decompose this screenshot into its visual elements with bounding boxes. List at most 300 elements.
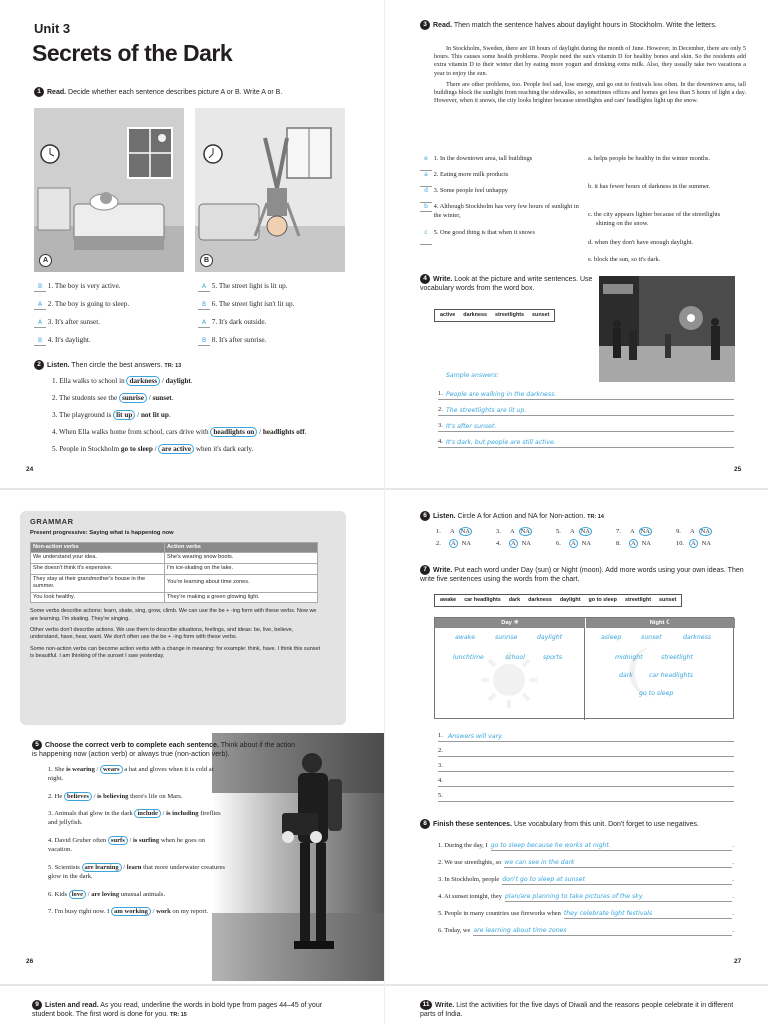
day-column (435, 628, 585, 720)
grammar-note: Some non-action verbs can become action verbs with a change in meaning: for example: think, have. I think this sunset is beautiful. I am thinking of the sunset I saw yesterday. (30, 645, 321, 660)
answer-line[interactable] (438, 742, 734, 757)
bedroom-night-illustration (34, 108, 184, 272)
word: car headlights (464, 597, 501, 603)
sentence-start: 2. We use streetlights, so (438, 859, 502, 867)
exercise-1-instructions (34, 87, 374, 97)
night-word: streetlight (661, 654, 693, 661)
sentence-end: . (304, 428, 307, 436)
choice-b[interactable]: not lit up (140, 411, 169, 419)
day-label: Day (501, 620, 512, 626)
exercise-number: 2 (34, 360, 44, 370)
instruction-text: Decide whether each sentence describes picture A or B. Write A or B. (68, 88, 283, 96)
night-word: dark (619, 672, 633, 679)
word: darkness (463, 312, 487, 318)
day-word: sunrise (495, 634, 518, 641)
answer-line[interactable] (438, 400, 734, 416)
list-item: 1. Ella walks to school in darkness / daylight. (52, 377, 193, 385)
word-box (434, 309, 555, 322)
list-item (34, 300, 194, 318)
sentence-end: on my report. (172, 908, 209, 915)
answer-line[interactable] (438, 416, 734, 432)
option-action[interactable]: A (690, 528, 695, 535)
word: streetlights (494, 312, 525, 318)
sentence-text: 5. The street light is lit up. (211, 282, 288, 290)
list-item: b. it has fewer hours of darkness in the summer. (588, 183, 711, 190)
exercise-7-lines (438, 727, 734, 802)
option-action[interactable]: A (570, 528, 575, 535)
sentence-end: that more underwater creatures glow in the dark. (48, 864, 225, 880)
picture-a-label: A (39, 254, 52, 267)
option-action[interactable]: A (451, 540, 456, 547)
sentence-start: 5. Scientists (48, 864, 80, 871)
sentence-text: 3. Some people feel unhappy (433, 187, 508, 194)
day-night-chart (434, 617, 734, 719)
line-number: 4. (438, 777, 443, 785)
list-item (420, 187, 580, 203)
option-action[interactable]: A (571, 540, 576, 547)
table-cell: They're making a green glowing light. (165, 592, 318, 603)
night-column (585, 628, 735, 720)
grammar-heading: GRAMMAR (30, 517, 74, 526)
option-action[interactable]: A (511, 540, 516, 547)
option-action[interactable]: A (450, 528, 455, 535)
answer-line[interactable] (438, 384, 734, 400)
word: daylight (559, 597, 581, 603)
choice-a[interactable]: include (134, 809, 161, 818)
line-number: 1. (438, 732, 443, 740)
snowy-street-photo (599, 276, 735, 382)
sentence-text: 8. It's after sunrise. (211, 336, 267, 344)
instruction-text: Then match the sentence halves about daylight hours in Stockholm. Write the letters. (453, 21, 717, 29)
option-action[interactable]: A (630, 528, 635, 535)
sentence-start: 5. People in Stockholm (52, 445, 120, 453)
exercise-1-right-list (198, 282, 368, 354)
exercise-2-list (52, 377, 372, 462)
sentence-end: unusual animals. (120, 891, 166, 898)
night-word: car headlights (649, 672, 694, 679)
list-item: 3. Animals that glow in the dark include / is including fireflies and jellyfish. (48, 810, 221, 826)
line-number: 2. (438, 406, 443, 414)
instruction-bold: Write. (433, 275, 453, 283)
listen-item (436, 528, 472, 537)
option-action[interactable]: A (631, 540, 636, 547)
list-item (198, 336, 368, 354)
grammar-subheading: Present progressive: Saying what is happening now (30, 530, 174, 537)
paragraph: There are other problems, too. People feel sad, lose energy, and go out to festivals less often. In the downtown area, tall buildings block the sunlight from reaching the sidewalks, so sometimes offices and homes get less than 5 hours of light a day. However, when it snows, the city looks brighter because streetlights and cars' headlights light up the snow. (434, 80, 746, 105)
sentence-end: fireflies and jellyfish. (48, 810, 221, 826)
item-number: 2. (436, 540, 441, 547)
exercise-7-instructions (420, 565, 750, 585)
sentence-end: when it's dark early. (195, 445, 254, 453)
sentence-text: 1. The boy is very active. (47, 282, 121, 290)
period: . (732, 910, 734, 918)
line-number: 3. (438, 762, 443, 770)
table-row (31, 553, 318, 564)
choice-b[interactable]: is believing (97, 793, 129, 800)
line-number: 4. (438, 438, 443, 446)
spine-divider (384, 0, 385, 1024)
list-item (420, 203, 580, 229)
reading-passage (434, 45, 746, 105)
sun-icon: ☀ (513, 620, 519, 626)
table-row (31, 574, 318, 592)
grammar-note: Other verbs don't describe actions. We use them to describe situations, feelings, and ideas: be, live, believe, understand, have, hear, want. We don't often use the be + -ing form with these verbs. (30, 627, 294, 641)
sentence-start: 6. Today, we (438, 927, 471, 935)
option-non-action[interactable]: NA (701, 540, 711, 547)
exercise-5-list (48, 766, 228, 935)
sentence-start: 5. People in many countries use fireworks when (438, 910, 561, 918)
period: . (732, 893, 734, 901)
sentence-start: 3. Animals that glow in the dark (48, 810, 133, 817)
answer-text: It's after sunset. (446, 422, 497, 430)
answer-blank[interactable]: A (198, 283, 210, 292)
instruction-bold: Listen. (433, 512, 456, 520)
choice-a[interactable]: go to sleep (120, 445, 153, 453)
table-cell: We understand your idea. (31, 553, 165, 564)
answer-blank[interactable]: B (198, 337, 210, 346)
answer-text: The streetlights are lit up. (446, 406, 527, 414)
sentence-end: a hat and gloves when it is cold at night. (48, 766, 214, 782)
exercise-3-right-list (588, 155, 738, 270)
list-item (438, 919, 734, 936)
paragraph: In Stockholm, Sweden, there are 18 hours of daylight during the month of June. However, in December, there are only 5 hours. This causes some health problems. People need the sun's vitamin D for healthy bones and skin. So the residents add extra vitamin D to their winter diet by eating more yogurt and drinking extra milk. Also, they usually take two vacations a year to enjoy the sun. (434, 45, 746, 77)
answer-blank[interactable]: A (198, 319, 210, 328)
instruction-bold: Write. (435, 1001, 455, 1009)
item-number: 1. (436, 528, 441, 535)
option-non-action[interactable]: NA (700, 528, 710, 535)
list-item: 3. The playground is lit up / not lit up. (52, 411, 171, 419)
list-item (198, 282, 368, 300)
diver-photo (212, 733, 384, 981)
instruction-text: Circle A for Action and NA for Non-action. (457, 512, 586, 520)
list-item (420, 155, 580, 171)
column-header: Action verbs (165, 542, 318, 553)
instruction-bold: Write. (433, 566, 453, 574)
choice-a[interactable]: headlights on (210, 427, 257, 437)
instruction-bold: Listen. (47, 361, 70, 369)
item-number: 4. (496, 540, 501, 547)
sentence-text: 4. It's daylight. (47, 336, 91, 344)
exercise-number: 9 (32, 1000, 42, 1010)
answer-blank[interactable]: B (198, 301, 210, 310)
item-number: 6. (556, 540, 561, 547)
answer-blank[interactable]: e (420, 155, 432, 171)
sentence-start: 7. I'm busy right now. I (48, 908, 110, 915)
instruction-text: List the activities for the five days of Diwali and the reasons people celebrate it in different parts of India. (420, 1001, 734, 1019)
choice-b[interactable]: is surfing (132, 837, 160, 844)
answer-blank[interactable]: d (420, 187, 432, 203)
exercise-6-instructions (420, 511, 750, 521)
choice-a[interactable]: sunrise (119, 393, 147, 403)
item-number: 3. (496, 528, 501, 535)
listen-item (676, 528, 712, 537)
answer-line[interactable] (438, 757, 734, 772)
word: streetlight (624, 597, 652, 603)
choice-b[interactable]: sunset (152, 394, 172, 402)
instruction-text: Put each word under Day (sun) or Night (moon). Add more words using your own ideas. Then write five sentences using the words from the chart. (420, 566, 744, 584)
sentence-start: 4. At sunset tonight, they (438, 893, 502, 901)
exercise-8-list (438, 834, 734, 936)
period: . (732, 927, 734, 935)
list-item (34, 282, 194, 300)
list-item (198, 300, 368, 318)
instruction-bold: Finish these sentences. (433, 820, 512, 828)
choice-a[interactable]: am working (111, 907, 151, 916)
line-number: 2. (438, 747, 443, 755)
period: . (732, 876, 734, 884)
word: active (440, 312, 456, 318)
table-cell: She doesn't think it's expensive. (31, 564, 165, 575)
picture-b (195, 108, 345, 272)
answer-blank[interactable]: they celebrate light festivals (564, 910, 733, 919)
answer-blank[interactable]: a (420, 171, 432, 187)
item-number: 9. (676, 528, 681, 535)
sentence-start: 1. Ella walks to school in (52, 377, 125, 385)
track-number: TR: 14 (587, 513, 604, 520)
sentence-start: 2. The students see the (52, 394, 118, 402)
choice-b[interactable]: daylight (165, 377, 191, 385)
exercise-3-instructions (420, 20, 750, 30)
list-item (34, 318, 194, 336)
exercise-8-instructions (420, 819, 750, 829)
sentence-start: 2. He (48, 793, 63, 800)
list-item (438, 868, 734, 885)
answer-line[interactable] (438, 727, 734, 742)
sentence-end: when he goes on vacation. (48, 837, 205, 853)
answer-line[interactable] (438, 772, 734, 787)
answer-text: Answers will vary. (448, 732, 504, 740)
answer-blank[interactable]: are learning about time zones (473, 927, 732, 936)
choice-b[interactable]: are loving (91, 891, 120, 898)
sentence-text: 6. The street light isn't lit up. (211, 300, 295, 308)
option-non-action[interactable]: NA (581, 540, 591, 547)
night-word: go to sleep (639, 690, 674, 697)
instruction-text: Then circle the best answers. (71, 361, 163, 369)
list-item (438, 902, 734, 919)
choice-a[interactable]: is wearing (66, 766, 95, 773)
page-title: Secrets of the Dark (32, 40, 233, 66)
exercise-4-answers (438, 384, 734, 448)
answer-blank[interactable]: don't go to sleep at sunset (502, 876, 732, 885)
exercise-11-instructions (420, 1000, 750, 1020)
exercise-5-instructions (32, 740, 296, 760)
sample-answers-label: Sample answers: (446, 372, 499, 379)
list-item: 1. She is wearing / wears a hat and gloves when it is cold at night. (48, 766, 214, 782)
list-item (438, 834, 734, 851)
list-item: 7. I'm busy right now. I am working / work on my report. (48, 908, 209, 915)
list-item: d. when they don't have enough daylight. (588, 239, 694, 246)
day-word: sports (543, 654, 563, 661)
answer-blank[interactable]: plan/are planning to take pictures of the sky (505, 893, 732, 902)
list-item: 5. Scientists are learning / learn that more underwater creatures glow in the dark. (48, 864, 225, 880)
instruction-bold: Listen and read. (45, 1001, 99, 1009)
choice-a[interactable]: surfs (108, 836, 128, 845)
picture-a (34, 108, 184, 272)
sentence-start: 4. David Gruber often (48, 837, 107, 844)
exercise-number: 8 (420, 819, 430, 829)
item-number: 5. (556, 528, 561, 535)
instruction-bold: Read. (47, 88, 67, 96)
choice-b[interactable]: is including (166, 810, 199, 817)
word-box (434, 594, 682, 607)
option-non-action[interactable]: NA (461, 540, 471, 547)
line-number: 3. (438, 422, 443, 430)
choice-b[interactable]: wears (100, 765, 122, 774)
exercise-number: 11 (420, 1000, 432, 1010)
option-non-action[interactable]: NA (460, 528, 470, 535)
answer-blank[interactable]: we can see in the dark (504, 859, 732, 868)
listen-item (676, 540, 712, 549)
answer-blank[interactable]: B (34, 337, 46, 346)
day-header (435, 618, 585, 628)
answer-blank[interactable]: c (420, 229, 432, 245)
table-cell: I'm ice-skating on the lake. (165, 564, 318, 575)
list-item: 4. When Ella walks home from school, cars drive with headlights on / headlights off. (52, 428, 307, 436)
page-number: 25 (734, 466, 742, 473)
instruction-bold: Choose the correct verb to complete each sentence. (45, 741, 219, 749)
choice-b[interactable]: work (156, 908, 171, 915)
option-non-action[interactable]: NA (520, 528, 530, 535)
exercise-number: 7 (420, 565, 430, 575)
table-row (31, 592, 318, 603)
list-item (438, 885, 734, 902)
period: . (732, 859, 734, 867)
option-non-action[interactable]: NA (521, 540, 531, 547)
track-number: TR: 15 (170, 1012, 187, 1019)
day-word: daylight (537, 634, 563, 641)
table-cell: They stay at their grandmother's house in the summer. (31, 574, 165, 592)
item-number: 10. (676, 540, 684, 547)
option-action[interactable]: A (691, 540, 696, 547)
choice-b[interactable]: learn (126, 864, 142, 871)
listen-item (556, 540, 592, 549)
list-item (420, 229, 580, 245)
grammar-box (20, 511, 346, 725)
sentence-text: 3. It's after sunset. (47, 318, 100, 326)
column-header: Non-action verbs (31, 542, 165, 553)
item-number: 7. (616, 528, 621, 535)
listen-item (616, 528, 652, 537)
choice-a[interactable]: believes (64, 792, 92, 801)
sentence-text: 4. Although Stockholm has very few hours of sunlight in the winter, (433, 203, 579, 219)
table-cell: You're learning about time zones. (165, 574, 318, 592)
grammar-table (30, 542, 318, 603)
list-item: e. block the sun, so it's dark. (588, 256, 661, 263)
instruction-text: Think about if the action is happening now (action verb) or always true (non-action verb). (32, 741, 296, 759)
sentence-start: 6. Kids (48, 891, 68, 898)
line-number: 1. (438, 390, 443, 398)
list-item: 2. He believes / is believing there's life on Mars. (48, 793, 183, 800)
choice-b[interactable]: headlights off (262, 428, 305, 436)
moon-icon: ☾ (666, 620, 672, 626)
night-snow-scene (599, 276, 735, 382)
track-number: TR: 13 (164, 362, 182, 369)
night-word: sunset (641, 634, 662, 641)
exercise-number: 3 (420, 20, 430, 30)
answer-blank[interactable]: A (34, 319, 46, 328)
item-number: 8. (616, 540, 621, 547)
bedroom-day-illustration (195, 108, 345, 272)
instruction-text: Use vocabulary from this unit. Don't forget to use negatives. (513, 820, 699, 828)
word: darkness (528, 597, 552, 603)
word: awake (440, 597, 457, 603)
answer-blank[interactable]: B (34, 283, 46, 292)
night-word: darkness (683, 634, 712, 641)
list-item: 6. Kids love / are loving unusual animals. (48, 891, 166, 898)
answer-blank[interactable]: A (34, 301, 46, 310)
night-label: Night (649, 620, 665, 626)
listen-item (616, 540, 652, 549)
sentence-start: 1. She (48, 766, 65, 773)
list-item: 4. David Gruber often surfs / is surfing when he goes on vacation. (48, 837, 205, 853)
sentence-end: there's life on Mars. (130, 793, 183, 800)
choice-a[interactable]: love (69, 890, 86, 899)
sentence-start: 4. When Ella walks home from school, cars drive with (52, 428, 209, 436)
list-item: 5. People in Stockholm go to sleep / are active when it's dark early. (52, 445, 254, 453)
answer-line[interactable] (438, 787, 734, 802)
answer-text: It's dark, but people are still active. (446, 438, 556, 446)
diver-silhouette (212, 733, 384, 981)
listen-item (436, 540, 472, 549)
period: . (732, 842, 734, 850)
listen-item (496, 540, 532, 549)
list-item: c. the city appears lighter because of the streetlights shining on the snow. (588, 211, 721, 227)
instruction-text: Look at the picture and write sentences. Use vocabulary words from the word box. (420, 275, 593, 293)
answer-text: People are walking in the darkness. (446, 390, 557, 398)
choice-b[interactable]: are active (158, 444, 194, 454)
answer-blank[interactable]: b (420, 203, 432, 212)
choice-a[interactable]: are learning (82, 863, 122, 872)
option-non-action[interactable]: NA (580, 528, 590, 535)
option-action[interactable]: A (510, 528, 515, 535)
instruction-text: As you read, underline the words in bold type from pages 44–45 of your student book. The first word is done for you. (32, 1001, 323, 1019)
page-number: 27 (734, 958, 742, 965)
list-item (198, 318, 368, 336)
word: sunset (659, 597, 677, 603)
list-item (438, 851, 734, 868)
exercise-6-grid (436, 528, 736, 552)
word: dark (508, 597, 521, 603)
option-non-action[interactable]: NA (641, 540, 651, 547)
exercise-number: 1 (34, 87, 44, 97)
choice-a[interactable]: darkness (126, 376, 160, 386)
answer-line[interactable] (438, 432, 734, 448)
line-number: 5. (438, 792, 443, 800)
list-item: 2. The students see the sunrise / sunset. (52, 394, 174, 402)
listen-item (556, 528, 592, 537)
page-number: 24 (26, 466, 34, 473)
table-cell: She's wearing snow boots. (165, 553, 318, 564)
list-item (420, 171, 580, 187)
exercise-1-left-list (34, 282, 194, 354)
unit-label: Unit 3 (34, 21, 71, 36)
exercise-number: 5 (32, 740, 42, 750)
page-number: 26 (26, 958, 34, 965)
choice-a[interactable]: lit up (113, 410, 135, 420)
word: sunset (532, 312, 550, 318)
picture-b-label: B (200, 254, 213, 267)
sentence-start: 3. In Stockholm, people (438, 876, 500, 884)
option-non-action[interactable]: NA (640, 528, 650, 535)
answer-blank[interactable]: go to sleep because he works at night. (491, 842, 733, 851)
word: go to sleep (588, 597, 617, 603)
exercise-number: 6 (420, 511, 430, 521)
sentence-text: 2. The boy is going to sleep. (47, 300, 130, 308)
grammar-note: Some verbs describe actions: learn, skate, sing, grow, climb. We can use the be + -ing form with these verbs. Now we are learning. I'm skating. They're singing. (30, 608, 317, 622)
exercise-4-instructions (420, 274, 596, 294)
sentence-text: 5. One good thing is that when it snows (433, 229, 535, 236)
sentence-text: 7. It's dark outside. (211, 318, 267, 326)
